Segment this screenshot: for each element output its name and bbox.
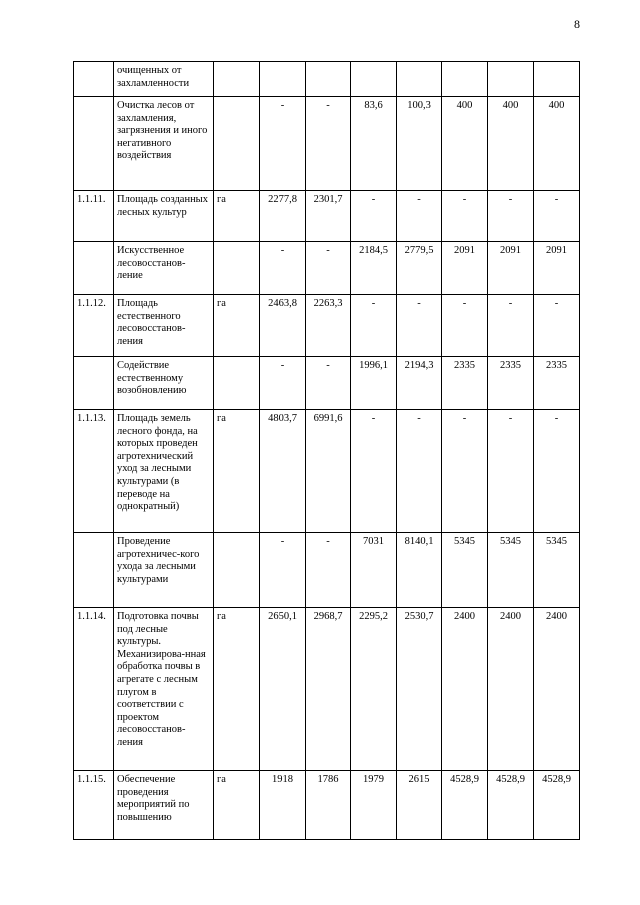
row-number: 1.1.13.: [74, 410, 114, 533]
value-cell: [534, 62, 580, 97]
value-cell: 100,3: [397, 97, 442, 191]
value-cell: 2463,8: [260, 295, 306, 357]
value-cell: -: [534, 191, 580, 242]
indicator-name: Искусственное лесовосстанов-ление: [114, 242, 214, 295]
value-cell: 5345: [442, 533, 488, 608]
indicators-table: [73, 61, 580, 840]
table-row: [74, 608, 580, 771]
indicator-name: Площадь созданных лесных культур: [114, 191, 214, 242]
value-cell: 2400: [442, 608, 488, 771]
indicator-name: Обеспечение проведения мероприятий по повышению: [114, 771, 214, 840]
value-cell: 2615: [397, 771, 442, 840]
value-cell: 2335: [534, 357, 580, 410]
table-row: [74, 295, 580, 357]
value-cell: -: [260, 533, 306, 608]
value-cell: -: [488, 191, 534, 242]
value-cell: -: [442, 295, 488, 357]
value-cell: 8140,1: [397, 533, 442, 608]
value-cell: -: [306, 357, 351, 410]
unit-cell: [214, 533, 260, 608]
value-cell: -: [442, 410, 488, 533]
unit-cell: [214, 97, 260, 191]
value-cell: 4528,9: [488, 771, 534, 840]
row-number: [74, 62, 114, 97]
table-row: [74, 771, 580, 840]
indicator-name: Проведение агротехничес-кого ухода за лесными культурами: [114, 533, 214, 608]
unit-cell: га: [214, 608, 260, 771]
page-number: 8: [574, 17, 580, 31]
value-cell: -: [306, 533, 351, 608]
value-cell: 2650,1: [260, 608, 306, 771]
indicator-name: Площадь естественного лесовосстанов-ления: [114, 295, 214, 357]
indicator-name: Содействие естественному возобновлению: [114, 357, 214, 410]
value-cell: 2301,7: [306, 191, 351, 242]
value-cell: 4528,9: [534, 771, 580, 840]
value-cell: 2530,7: [397, 608, 442, 771]
value-cell: 83,6: [351, 97, 397, 191]
value-cell: 1979: [351, 771, 397, 840]
value-cell: -: [260, 357, 306, 410]
indicator-name: Подготовка почвы под лесные культуры. Механизирова-нная обработка почвы в агрегате с лесным плугом в соответствии с проектом лесовосстанов-ления: [114, 608, 214, 771]
value-cell: [306, 62, 351, 97]
row-number: 1.1.11.: [74, 191, 114, 242]
unit-cell: га: [214, 295, 260, 357]
value-cell: -: [351, 410, 397, 533]
table-row: [74, 191, 580, 242]
value-cell: 2295,2: [351, 608, 397, 771]
value-cell: 2263,3: [306, 295, 351, 357]
table-row: [74, 97, 580, 191]
unit-cell: [214, 357, 260, 410]
value-cell: [488, 62, 534, 97]
row-number: [74, 97, 114, 191]
value-cell: -: [397, 295, 442, 357]
indicator-name: очищенных от захламленности: [114, 62, 214, 97]
value-cell: [260, 62, 306, 97]
unit-cell: [214, 242, 260, 295]
value-cell: 6991,6: [306, 410, 351, 533]
value-cell: -: [397, 410, 442, 533]
value-cell: -: [534, 410, 580, 533]
row-number: 1.1.14.: [74, 608, 114, 771]
value-cell: 2194,3: [397, 357, 442, 410]
value-cell: 7031: [351, 533, 397, 608]
table-row: [74, 242, 580, 295]
value-cell: -: [351, 191, 397, 242]
value-cell: [351, 62, 397, 97]
value-cell: 4803,7: [260, 410, 306, 533]
unit-cell: [214, 62, 260, 97]
value-cell: -: [260, 97, 306, 191]
indicator-name: Очистка лесов от захламления, загрязнения и иного негативного воздействия: [114, 97, 214, 191]
value-cell: [442, 62, 488, 97]
table-row: [74, 533, 580, 608]
value-cell: 4528,9: [442, 771, 488, 840]
value-cell: [397, 62, 442, 97]
value-cell: 1918: [260, 771, 306, 840]
row-number: [74, 533, 114, 608]
value-cell: 1786: [306, 771, 351, 840]
row-number: 1.1.12.: [74, 295, 114, 357]
value-cell: 5345: [534, 533, 580, 608]
indicator-name: Площадь земель лесного фонда, на которых проведен агротехнический уход за лесными культурами (в переводе на однократный): [114, 410, 214, 533]
value-cell: 2779,5: [397, 242, 442, 295]
unit-cell: га: [214, 191, 260, 242]
value-cell: 2335: [442, 357, 488, 410]
value-cell: -: [442, 191, 488, 242]
value-cell: -: [260, 242, 306, 295]
row-number: [74, 242, 114, 295]
value-cell: 2184,5: [351, 242, 397, 295]
row-number: 1.1.15.: [74, 771, 114, 840]
value-cell: 400: [488, 97, 534, 191]
table-row: [74, 62, 580, 97]
value-cell: 400: [534, 97, 580, 191]
value-cell: 2277,8: [260, 191, 306, 242]
value-cell: 2335: [488, 357, 534, 410]
value-cell: 2968,7: [306, 608, 351, 771]
value-cell: 2400: [488, 608, 534, 771]
value-cell: 2400: [534, 608, 580, 771]
row-number: [74, 357, 114, 410]
value-cell: 2091: [488, 242, 534, 295]
value-cell: -: [534, 295, 580, 357]
table-row: [74, 357, 580, 410]
unit-cell: га: [214, 771, 260, 840]
value-cell: -: [488, 295, 534, 357]
value-cell: 2091: [442, 242, 488, 295]
value-cell: 5345: [488, 533, 534, 608]
value-cell: 2091: [534, 242, 580, 295]
value-cell: -: [306, 97, 351, 191]
value-cell: -: [488, 410, 534, 533]
unit-cell: га: [214, 410, 260, 533]
value-cell: 1996,1: [351, 357, 397, 410]
value-cell: 400: [442, 97, 488, 191]
value-cell: -: [351, 295, 397, 357]
value-cell: -: [397, 191, 442, 242]
value-cell: -: [306, 242, 351, 295]
table-row: [74, 410, 580, 533]
